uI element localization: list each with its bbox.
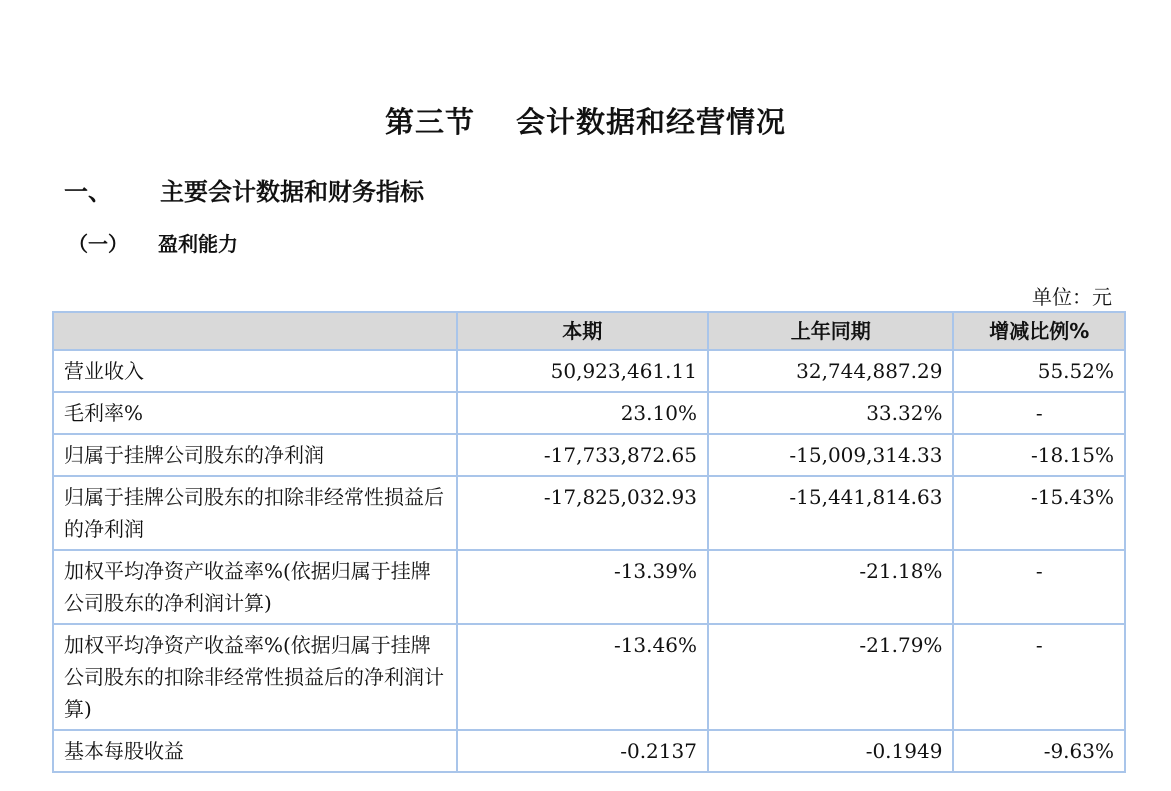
unit-label: 单位：元 (1032, 285, 1112, 309)
row-change: - (953, 392, 1125, 434)
header-change-ratio: 增减比例% (953, 312, 1125, 350)
row-item: 毛利率% (53, 392, 457, 434)
row-current: -17,733,872.65 (457, 434, 708, 476)
row-change: - (953, 550, 1125, 624)
row-item: 归属于挂牌公司股东的扣除非经常性损益后的净利润 (53, 476, 457, 550)
row-current: 50,923,461.11 (457, 350, 708, 392)
row-item: 加权平均净资产收益率%(依据归属于挂牌公司股东的净利润计算) (53, 550, 457, 624)
financial-indicators-table (52, 311, 1126, 773)
table-row (53, 730, 1125, 772)
table-row (53, 434, 1125, 476)
row-change: -15.43% (953, 476, 1125, 550)
table-row (53, 550, 1125, 624)
subheading-number: （一） (68, 232, 128, 256)
row-prior: 33.32% (708, 392, 953, 434)
row-prior: -0.1949 (708, 730, 953, 772)
row-current: -0.2137 (457, 730, 708, 772)
row-change: - (953, 624, 1125, 730)
table-row (53, 476, 1125, 550)
heading-number: 一、 (64, 178, 112, 206)
row-item: 基本每股收益 (53, 730, 457, 772)
row-item: 归属于挂牌公司股东的净利润 (53, 434, 457, 476)
table-row (53, 624, 1125, 730)
row-prior: -21.18% (708, 550, 953, 624)
heading-text: 主要会计数据和财务指标 (160, 178, 424, 206)
row-prior: -15,441,814.63 (708, 476, 953, 550)
heading-profitability (68, 228, 238, 257)
table-row (53, 350, 1125, 392)
row-current: -13.46% (457, 624, 708, 730)
header-item (53, 312, 457, 350)
row-current: -17,825,032.93 (457, 476, 708, 550)
subheading-text: 盈利能力 (158, 232, 238, 256)
row-current: -13.39% (457, 550, 708, 624)
row-item: 营业收入 (53, 350, 457, 392)
section-title: 第三节 会计数据和经营情况 (384, 105, 787, 139)
row-item: 加权平均净资产收益率%(依据归属于挂牌公司股东的扣除非经常性损益后的净利润计算) (53, 624, 457, 730)
header-prior-period: 上年同期 (708, 312, 953, 350)
row-current: 23.10% (457, 392, 708, 434)
row-prior: 32,744,887.29 (708, 350, 953, 392)
table-header-row (53, 312, 1125, 350)
row-change: -18.15% (953, 434, 1125, 476)
row-change: -9.63% (953, 730, 1125, 772)
row-change: 55.52% (953, 350, 1125, 392)
table-row (53, 392, 1125, 434)
row-prior: -21.79% (708, 624, 953, 730)
row-prior: -15,009,314.33 (708, 434, 953, 476)
header-current-period: 本期 (457, 312, 708, 350)
heading-main-data (64, 172, 424, 207)
